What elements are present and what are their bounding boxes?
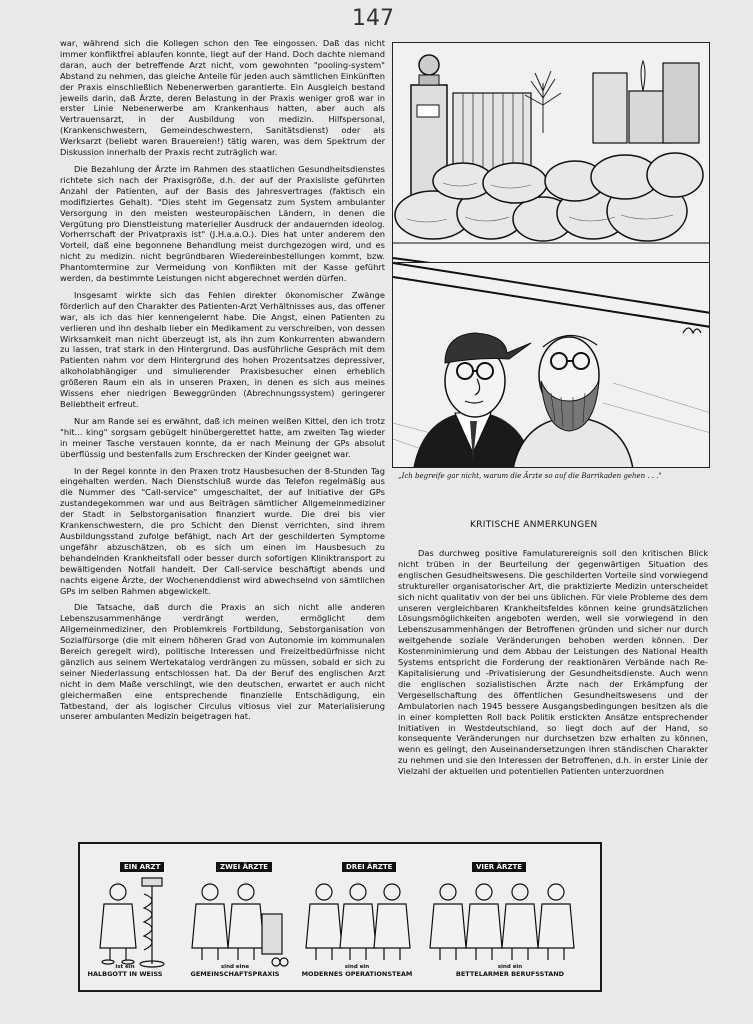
panel-caption-top: sind ein xyxy=(497,964,523,970)
cartoon-two-men-illustration xyxy=(392,262,710,468)
panel-caption-top: sind ein xyxy=(344,964,370,970)
paragraph: In der Regel konnte in den Praxen trotz Hausbesuchen der 8-Stunden Tag eingehalten werden. Nach Dienstschluß wurde das Telefon regelmäßig aus die Nummer des "Call-service" umgeschaltet, der auf Initiative der GPs zustandegekommen war und aus Beiträgen sämtlicher Allgemeinmediziner der Stadt in Selbstorganisation finanziert wurde. Die drei bis vier Krankenschwestern, die pro Schicht den Dienst verrichten, sind ihrem Ausbildungsstand zufolge befähigt, nach Art der geschilderten Symptome ungefähr abzuschätzen, ob es sich um einen im Hausbesuch zu behandelnden Krankheitsfall oder besser durch sofortigen Kliniktransport zu bewältigenden Notfall handelt. Der Call-service beschäftigt abends und nachts eigene Ärzte, der Wochenenddienst wird abwechselnd von sämtlichen GPs im selben Rahmen abgewickelt. xyxy=(60,465,385,596)
panel-label: EIN ARZT xyxy=(120,862,164,872)
panel-caption xyxy=(282,964,432,978)
comic-panel-two-doctors xyxy=(180,844,290,990)
panel-caption-main: GEMEINSCHAFTSPRAXIS xyxy=(190,970,280,978)
cartoon-barricade-illustration xyxy=(392,42,710,297)
comic-panel-four-doctors xyxy=(424,844,600,990)
right-column xyxy=(398,548,708,777)
panel-label: DREI ÄRZTE xyxy=(342,862,396,872)
panel-caption-main: HALBGOTT IN WEISS xyxy=(87,970,163,978)
panel-caption-main: BETTELARMER BERUFSSTAND xyxy=(455,970,565,978)
panel-caption-top: sind eine xyxy=(220,964,250,970)
panel-label: VIER ÄRZTE xyxy=(472,862,526,872)
paragraph: Nur am Rande sei es erwähnt, daß ich meinen weißen Kittel, den ich trotz "hit... king" sorgsam gebügelt hinübergerettet hatte, am zweiten Tag wieder in meiner Tasche verstauen konnte, da er nach Meinung der GPs absolut überflüssig und bestenfalls zum Erschrecken der Kinder geeignet war. xyxy=(60,415,385,459)
paragraph: Die Bezahlung der Ärzte im Rahmen des staatlichen Gesundheitsdienstes richtete sich nach der Praxisgröße, d.h. der auf der Praxisliste geführten Anzahl der Patienten, auf der Basis des Jahresvertrages (faktisch ein modifiziertes Gehalt). "Dies steht im Gegensatz zum System ambulanter Versorgung in den meisten westeuropäischen Ländern, in denen die Vergütung pro Dienstleistung materieller Ausdruck der andauernden ideolog. Vorherrschaft der Privatpraxis ist" (J.H.a.a.O.). Dies hat unter anderem den Vorteil, daß eine begonnene Behandlung meist durchgezogen wird, und es nicht zu medizin. nicht begründbaren Wiedereinbestellungen kommt, bzw. Phantomtermine zur Vermeidung von Konflikten mit der Kasse geführt werden, da bestimmte Leistungen nicht abgerechnet werden dürfen. xyxy=(60,163,385,284)
paragraph: war, während sich die Kollegen schon den Tee eingossen. Daß das nicht immer konfliktfrei ablaufen konnte, liegt auf der Hand. Doch dachte niemand daran, auch der betreffende Arzt nicht, vom gewohnten "pooling-system" Abstand zu nehmen, das gleiche Anteile für jeden auch sämtlichen Einkünften der Praxis einschließlich Nebenerwerben garantierte. Ein Ausgleich bestand jeweils darin, daß Ärzte, deren Belastung in der Praxis weniger groß war in erster Linie Nebenerwerbe am Krankenhaus hatten, aber auch als Vertrauensarzt, in der Ausbildung von medizin. Hilfspersonal, (Krankenschwestern, Gemeindeschwestern, Sanitätsdienst) oder als Werksarzt (beliebt waren Brauereien!) tätig waren, was dem Spektrum der Diskussion innerhalb der Praxis recht zuträglich war. xyxy=(60,38,385,158)
cartoon-caption: „Ich begreife gar nicht, warum die Ärzte so auf die Barrikaden gehen . . ." xyxy=(398,472,662,480)
section-title: KRITISCHE ANMERKUNGEN xyxy=(470,520,598,530)
left-column xyxy=(60,38,385,728)
comic-panel-three-doctors xyxy=(294,844,424,990)
panel-caption-main: MODERNES OPERATIONSTEAM xyxy=(301,970,413,978)
paragraph: Die Tatsache, daß durch die Praxis an sich nicht alle anderen Lebenszusammenhänge verdrängt werden, ermöglicht dem Allgemeinmediziner, den Problemkreis Fortbildung, Sebstorganisation von Sozialfürsorge (die mit einem höheren Grad von Autonomie im kommunalen Bereich geregelt wird), politische Interessen und Freizeitbedürfnisse nicht gänzlich aus seinem Wertekatalog verdrängen zu müssen, sobald er sich zu seiner Niederlassung entschlossen hat. Da der Beruf des englischen Arzt nicht in dem Maße verschlingt, wie den deutschen, erwartet er auch nicht gleichermaßen eine entsprechende finanzielle Entschädigung, ein Tatbestand, der als logischer Circulus vitiosus viel zur Materialisierung unserer ambulanten Medizin beigetragen hat. xyxy=(60,602,385,722)
paragraph: Insgesamt wirkte sich das Fehlen direkter ökonomischer Zwänge förderlich auf den Charakter des Patienten-Arzt Verhältnisses aus, das offener war, als ich das hier kennengelernt habe. Die Angst, einen Patienten zu verlieren und ihn deshalb lieber ein Medikament zu verschreiben, von dessen Wirksamkeit man nicht überzeugt ist, als ihn zum Konkurrenten abwandern zu lassen, trat stark in den Hintergrund. Das ausführliche Gespräch mit dem Patienten nahm vor dem Hintergrund des hohen Prozentsatzes depressiver, alkoholabhängiger und simulierender Praxisbesucher einen erheblich größeren Raum ein als in unseren Praxen, in denen es sich aus meines Wissens eher niedrigen Beweggründen (Abrechnungssystem) geringerer Beliebtheit erfreut. xyxy=(60,289,385,409)
panel-caption-top: ist ein xyxy=(115,964,135,970)
comic-strip xyxy=(78,842,602,992)
panel-label: ZWEI ÄRZTE xyxy=(216,862,272,872)
panel-caption xyxy=(430,964,590,978)
page-number: 147 xyxy=(352,6,394,31)
paragraph: Das durchweg positive Famulaturereignis soll den kritischen Blick nicht trüben in der Beurteilung der gegenwärtigen Situation des englischen Gesudheitswesens. Die geschilderten Vorteile sind vorwiegend struktureller organisatorischer Art, die praktizierte Medizin unterscheidet sich nicht qualitativ von der bei uns üblichen. Für viele Probleme des dem unseren vergleichbaren Krankheitsfeldes können keine grundsätzlichen Lösungsmöglichkeiten angeboten werden, weil sie vorwiegend in den Lebenszusammenhängen der Betroffenen gründen und sicher nur durch weitgehende soziale Veränderungen behoben werden können. Der Kostenminimierung und dem Abbau der Leistungen des National Health Systems entspricht die Forderung der reaktionären Verbände nach Re-Kapitalisierung und -Privatisierung der Gesundheitsdienste. Auch wenn die englischen sozialistischen Ärzte nach der Erkämpfung der Vergesellschaftung des öffentlichen Gesundheitswesens und der Ambulatorien nach 1945 bessere Ausgangsbedingungen besitzen als die in einer kompletten Roll back Politik erstickten Ansätze entsprechender Initiativen in Westdeutschland, so liegt doch auf der Hand, so konsequente Veränderungen nur durchsetzen bzw erhalten zu können, wenn es gelingt, den Auseinandersetzungen ihren ständischen Charakter zu nehmen und sie den Interessen der Betroffenen, d.h. in erster Linie der Vielzahl der aktuellen und potentiellen Patienten unterzuordnen xyxy=(398,548,708,777)
